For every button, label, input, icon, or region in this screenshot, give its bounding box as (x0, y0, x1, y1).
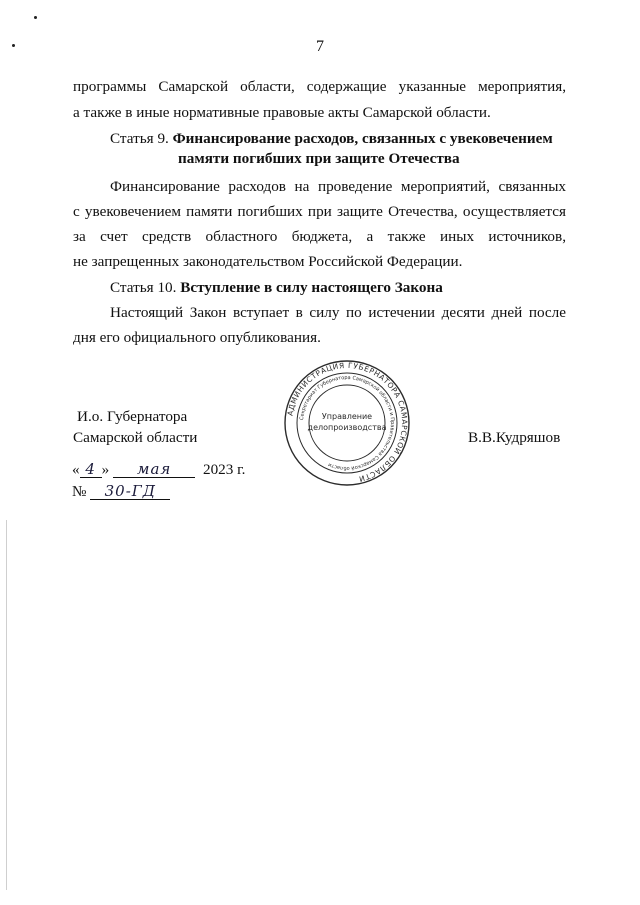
paragraph-line: с увековечением памяти погибших при защите Отечества, осуществляется (73, 203, 566, 220)
article-heading-line (178, 151, 460, 166)
signatory-name: В.В.Кудряшов (468, 429, 561, 446)
paragraph-line: дня его официального опубликования. (73, 329, 321, 346)
scan-edge-line (6, 520, 7, 890)
date-close-quote: » (101, 461, 110, 478)
date-line (72, 462, 245, 478)
scan-speck (34, 16, 37, 19)
article-heading (110, 131, 553, 146)
signatory-position-line2: Самарской области (73, 429, 198, 446)
stamp-outer-text: АДМИНИСТРАЦИЯ ГУБЕРНАТОРА САМАРСКОЙ ОБЛАСТИ (285, 360, 410, 484)
stamp-inner-text: Секретариат Губернатора Самарской области и Правительства Самарской области (299, 374, 396, 472)
article-title: Финансирование расходов, связанных с увековечением (172, 130, 553, 147)
paragraph-line: а также в иные нормативные правовые акты Самарской области. (73, 104, 491, 121)
article-prefix: Статья 9. (110, 130, 169, 147)
law-number-line (72, 484, 170, 500)
stamp-center-line2: делопроизводства (307, 423, 387, 432)
date-month: мая (113, 462, 195, 478)
stamp-center-line1: Управление (321, 412, 373, 421)
date-year: 2023 г. (202, 461, 246, 478)
page-number: 7 (316, 38, 324, 55)
article-title: памяти погибших при защите Отечества (178, 150, 460, 167)
paragraph-line: Финансирование расходов на проведение мероприятий, связанных (110, 178, 566, 195)
law-number-prefix: № (72, 483, 87, 500)
paragraph-line: не запрещенных законодательством Российской Федерации. (73, 253, 463, 270)
paragraph-line: за счет средств областного бюджета, а также иных источников, (73, 228, 566, 245)
official-stamp (282, 358, 412, 488)
paragraph-line: Настоящий Закон вступает в силу по истечении десяти дней после (110, 304, 566, 321)
signatory-position-line1: И.о. Губернатора (77, 408, 188, 425)
paragraph-line: программы Самарской области, содержащие указанные мероприятия, (73, 78, 566, 95)
article-title: Вступление в силу настоящего Закона (180, 279, 443, 296)
date-day: 4 (80, 462, 102, 478)
date-open-quote: « (72, 461, 80, 478)
article-heading (110, 280, 443, 295)
law-number: 30-ГД (90, 484, 170, 500)
article-prefix: Статья 10. (110, 279, 177, 296)
